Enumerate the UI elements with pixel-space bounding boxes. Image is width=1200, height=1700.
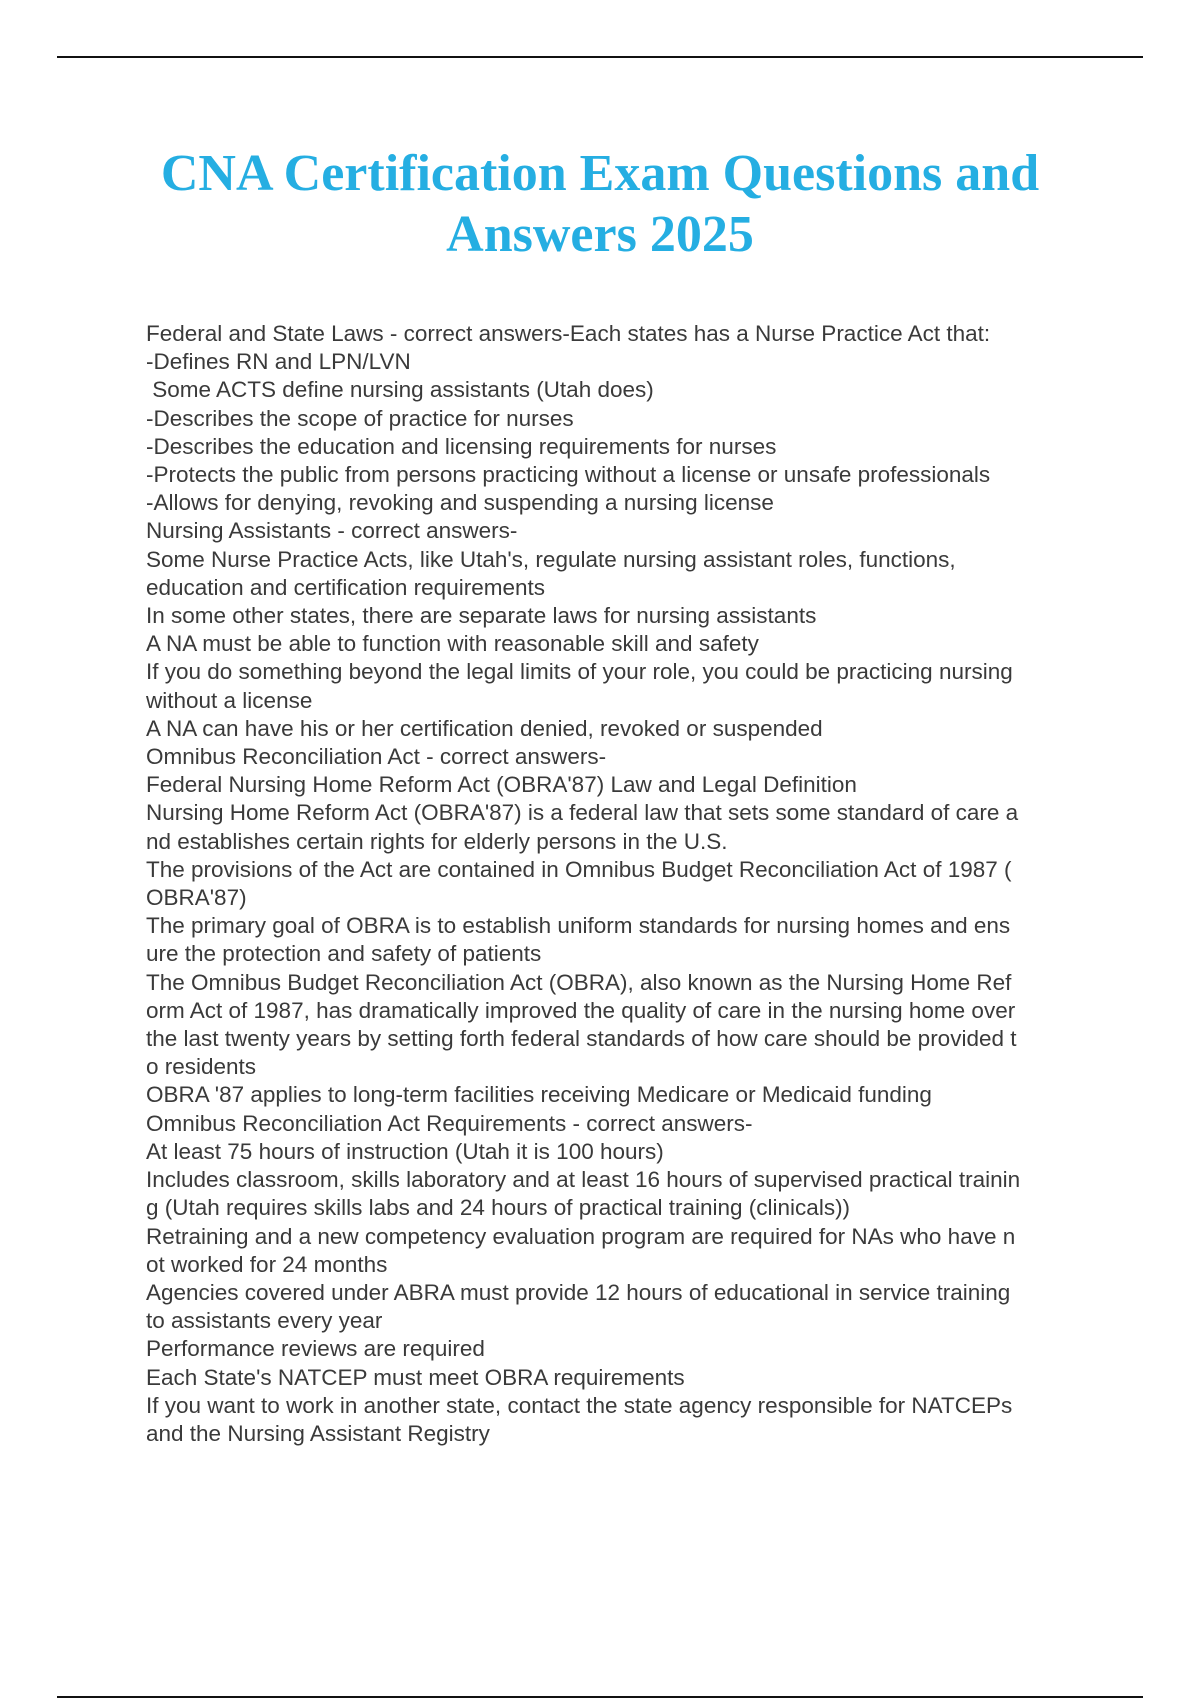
text-line: At least 75 hours of instruction (Utah it is 100 hours) (146, 1138, 664, 1164)
text-line: ot worked for 24 months (146, 1251, 388, 1277)
top-rule (57, 56, 1143, 58)
text-line: nd establishes certain rights for elderly persons in the U.S. (146, 828, 728, 854)
text-line: -Allows for denying, revoking and suspending a nursing license (146, 490, 774, 516)
text-line: g (Utah requires skills labs and 24 hours of practical training (clinicals)) (146, 1195, 851, 1221)
text-line: The Omnibus Budget Reconciliation Act (OBRA), also known as the Nursing Home Ref (146, 969, 1012, 995)
text-line: The provisions of the Act are contained in Omnibus Budget Reconciliation Act of 1987 ( (146, 856, 1012, 882)
text-line: Federal and State Laws - correct answers-Each states has a Nurse Practice Act that: (146, 321, 991, 346)
text-line: If you want to work in another state, contact the state agency responsible for NATCEPs (146, 1392, 1013, 1418)
text-line: In some other states, there are separate laws for nursing assistants (146, 603, 817, 629)
text-line: OBRA'87) (146, 885, 247, 911)
text-line: Some ACTS define nursing assistants (Utah does) (146, 377, 654, 403)
title-line: CNA Certification Exam Questions and (160, 145, 1040, 202)
text-line: Each State's NATCEP must meet OBRA requirements (146, 1364, 685, 1390)
text-line: -Describes the scope of practice for nurses (146, 405, 574, 431)
text-line: Performance reviews are required (146, 1336, 485, 1362)
text-line: Omnibus Reconciliation Act - correct answers- (146, 744, 607, 770)
text-line: the last twenty years by setting forth federal standards of how care should be provided t (146, 1026, 1017, 1052)
text-line: Nursing Assistants - correct answers- (146, 518, 518, 544)
text-line: education and certification requirements (146, 574, 545, 600)
text-line: Some Nurse Practice Acts, like Utah's, regulate nursing assistant roles, functions, (146, 546, 956, 572)
text-line: Retraining and a new competency evaluation program are required for NAs who have n (146, 1223, 1016, 1249)
text-line: without a license (146, 687, 313, 713)
text-line: o residents (146, 1054, 257, 1080)
text-line: Agencies covered under ABRA must provide 12 hours of educational in service training (146, 1279, 1011, 1305)
text-line: OBRA '87 applies to long-term facilities receiving Medicare or Medicaid funding (146, 1082, 932, 1108)
text-line: -Protects the public from persons practicing without a license or unsafe professionals (146, 462, 991, 488)
text-line: -Defines RN and LPN/LVN (146, 349, 411, 375)
text-line: orm Act of 1987, has dramatically improved the quality of care in the nursing home over (146, 997, 1016, 1023)
text-line: to assistants every year (146, 1308, 383, 1334)
text-line: Federal Nursing Home Reform Act (OBRA'87) Law and Legal Definition (146, 772, 857, 798)
text-line: If you do something beyond the legal limits of your role, you could be practicing nursing (146, 659, 1013, 685)
text-line: ure the protection and safety of patients (146, 941, 542, 967)
text-line: Nursing Home Reform Act (OBRA'87) is a federal law that sets some standard of care a (146, 800, 1019, 826)
text-line: -Describes the education and licensing requirements for nurses (146, 433, 777, 459)
document-body (146, 320, 1096, 1448)
text-line: Omnibus Reconciliation Act Requirements - correct answers- (146, 1110, 753, 1136)
text-line: A NA must be able to function with reasonable skill and safety (146, 631, 759, 657)
title-line: Answers 2025 (446, 206, 754, 263)
text-line: A NA can have his or her certification denied, revoked or suspended (146, 715, 823, 741)
text-line: The primary goal of OBRA is to establish uniform standards for nursing homes and ens (146, 913, 1011, 939)
text-line: and the Nursing Assistant Registry (146, 1420, 490, 1446)
page-title (100, 143, 1100, 265)
text-line: Includes classroom, skills laboratory and at least 16 hours of supervised practical trainin (146, 1167, 1021, 1193)
bottom-rule (57, 1696, 1143, 1698)
